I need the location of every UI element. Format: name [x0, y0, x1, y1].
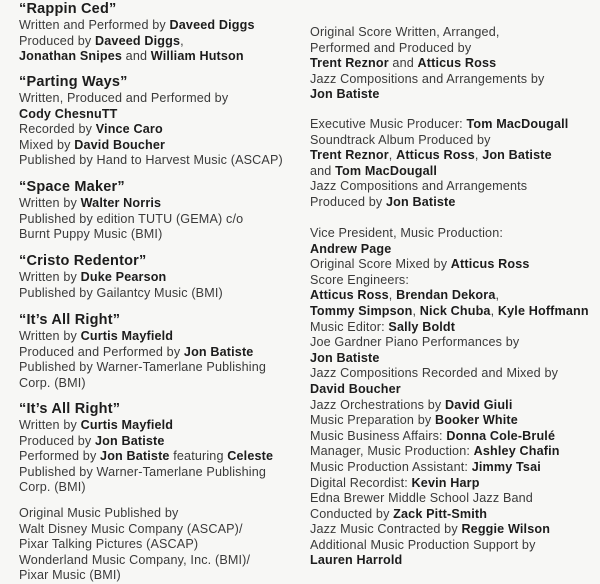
credit-line: Original Music Published by [19, 506, 179, 520]
credit-line: Written by Duke Pearson [19, 270, 167, 284]
credit-line: Published by Warner-Tamerlane Publishing [19, 464, 267, 479]
credit-block-soundtrack-album [310, 117, 568, 211]
credit-line: Jazz Compositions Recorded and Mixed by [310, 366, 559, 381]
credit-block-original-score [310, 25, 544, 103]
credit-line: Executive Music Producer: Tom MacDougall [310, 117, 569, 131]
song-title: “It’s All Right” [19, 312, 121, 328]
credit-line: Atticus Ross, Brendan Dekora, [310, 288, 500, 303]
credit-line: Additional Music Production Support by [310, 537, 536, 552]
credit-line: Written by Curtis Mayfield [19, 329, 174, 343]
credit-line: Soundtrack Album Produced by [310, 132, 491, 147]
song-title: “Space Maker” [19, 179, 125, 195]
credit-line: Joe Gardner Piano Performances by [310, 335, 520, 350]
credit-line: Jon Batiste [310, 350, 380, 365]
credit-line: Edna Brewer Middle School Jazz Band [310, 491, 533, 506]
credit-line: Andrew Page [310, 241, 392, 256]
credit-line: Jazz Orchestrations by David Giuli [310, 397, 513, 412]
credit-line: Tommy Simpson, Nick Chuba, Kyle Hoffmann [310, 303, 589, 318]
credit-block-cristo-redentor [19, 253, 223, 301]
credit-line: Burnt Puppy Music (BMI) [19, 227, 163, 242]
credit-line: Vice President, Music Production: [310, 226, 504, 240]
song-title: “Rappin Ced” [19, 1, 117, 17]
credit-block-music-production [310, 226, 589, 569]
credit-line: Published by edition TUTU (GEMA) c/o [19, 211, 244, 226]
song-title: “Cristo Redentor” [19, 253, 147, 269]
credit-line: Mixed by David Boucher [19, 137, 166, 152]
credit-line: Written by Curtis Mayfield [19, 418, 174, 432]
credit-line: Published by Gailantcy Music (BMI) [19, 285, 223, 300]
credit-line: Produced by Daveed Diggs, [19, 33, 184, 48]
credit-line: Produced by Jon Batiste [19, 433, 165, 448]
credit-line: Jonathan Snipes and William Hutson [19, 49, 244, 64]
credit-line: Written, Produced and Performed by [19, 91, 229, 105]
credit-line: Walt Disney Music Company (ASCAP)/ [19, 521, 243, 536]
credit-block-space-maker [19, 179, 243, 243]
credit-block-its-all-right-1 [19, 312, 266, 391]
credit-line: Performed by Jon Batiste featuring Celeste [19, 449, 274, 464]
credit-block-parting-ways [19, 74, 283, 169]
credit-line: Jazz Compositions and Arrangements [310, 179, 528, 194]
credit-line: Pixar Talking Pictures (ASCAP) [19, 537, 199, 552]
song-title: “Parting Ways” [19, 74, 128, 90]
credit-line: Lauren Harrold [310, 553, 403, 568]
credit-line: and Tom MacDougall [310, 163, 438, 178]
credit-line: Score Engineers: [310, 272, 410, 287]
credit-line: Jon Batiste [310, 87, 380, 102]
credit-line: Original Score Written, Arranged, [310, 25, 500, 39]
credit-line: Trent Reznor and Atticus Ross [310, 56, 497, 71]
credit-line: Music Preparation by Booker White [310, 413, 518, 428]
song-title: “It’s All Right” [19, 401, 121, 417]
credit-line: David Boucher [310, 381, 401, 396]
credit-line: Performed and Produced by [310, 40, 472, 55]
credit-line: Produced by Jon Batiste [310, 194, 456, 209]
credit-line: Music Business Affairs: Donna Cole-Brulé [310, 428, 556, 443]
credit-line: Published by Hand to Harvest Music (ASCAP) [19, 153, 283, 168]
credit-block-its-all-right-2 [19, 401, 273, 496]
credit-line: Music Editor: Sally Boldt [310, 319, 456, 334]
credit-line: Published by Warner-Tamerlane Publishing [19, 360, 267, 375]
credit-line: Jazz Compositions and Arrangements by [310, 71, 545, 86]
credit-line: Jazz Music Contracted by Reggie Wilson [310, 522, 551, 537]
credit-line: Corp. (BMI) [19, 480, 86, 495]
credit-line: Original Score Mixed by Atticus Ross [310, 257, 530, 272]
credit-line: Recorded by Vince Caro [19, 122, 163, 137]
credit-line: Written and Performed by Daveed Diggs [19, 18, 255, 32]
credit-line: Written by Walter Norris [19, 196, 162, 210]
credit-line: Conducted by Zack Pitt-Smith [310, 506, 488, 521]
credit-line: Pixar Music (BMI) [19, 568, 121, 583]
credit-line: Produced and Performed by Jon Batiste [19, 344, 254, 359]
credit-line: Wonderland Music Company, Inc. (BMI)/ [19, 552, 251, 567]
credit-line: Trent Reznor, Atticus Ross, Jon Batiste [310, 148, 552, 163]
credit-line: Corp. (BMI) [19, 375, 86, 390]
credit-block-original-music-publishing [19, 506, 250, 584]
credit-line: Manager, Music Production: Ashley Chafin [310, 444, 560, 459]
credit-line: Digital Recordist: Kevin Harp [310, 475, 480, 490]
credit-block-rappin-ced [19, 1, 255, 65]
credit-line: Music Production Assistant: Jimmy Tsai [310, 459, 541, 474]
credit-line: Cody ChesnuTT [19, 106, 118, 121]
